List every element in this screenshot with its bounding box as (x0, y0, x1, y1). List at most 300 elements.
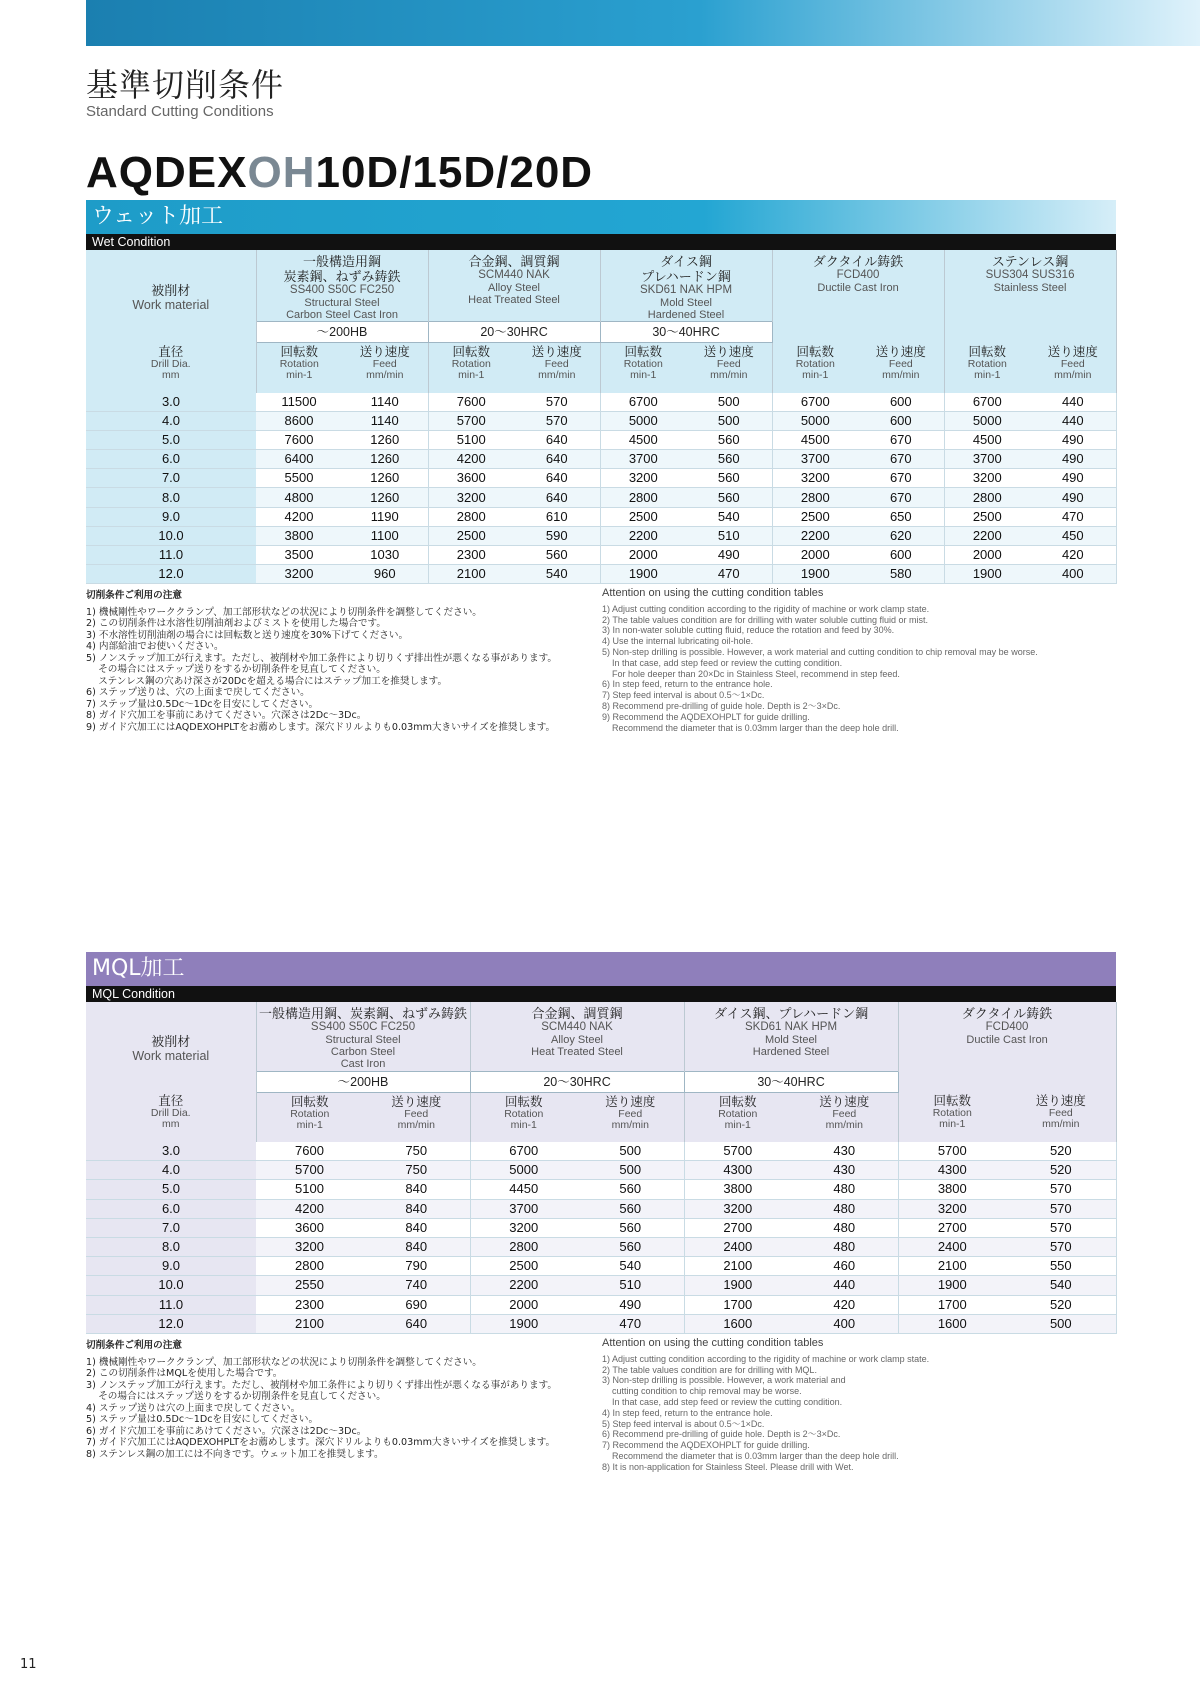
rotation-cell: 3200 (772, 469, 858, 488)
feed-cell: 960 (342, 565, 428, 584)
rotation-cell: 7600 (256, 430, 342, 449)
feed-cell: 1260 (342, 450, 428, 469)
feed-cell: 560 (686, 430, 772, 449)
rotation-cell: 2700 (684, 1218, 791, 1237)
material-code: SS400 S50C FC250 (310, 1021, 416, 1033)
rotation-cell: 5000 (600, 411, 686, 430)
feed-cell: 840 (363, 1180, 470, 1199)
feed-header (514, 343, 600, 393)
material-code: SKD61 NAK HPM (640, 284, 733, 296)
rotation-cell: 2300 (428, 546, 514, 565)
product-name-a: AQDEX (86, 148, 248, 197)
feed-cell: 1030 (342, 546, 428, 565)
feed-cell: 470 (686, 565, 772, 584)
note-line-en: In that case, add step feed or review the cutting condition. (602, 1396, 843, 1407)
rotation-cell: 4300 (898, 1161, 1006, 1180)
rotation-cell: 4450 (470, 1180, 577, 1199)
material-code: FCD400 (985, 1021, 1029, 1033)
note-line-jp: 1) 機械剛性やワーククランプ、加工部形状などの状況により切削条件を調整してください。 (86, 606, 482, 618)
feed-cell: 1260 (342, 430, 428, 449)
rotation-cell: 2800 (772, 488, 858, 507)
wet-notes-jp (86, 590, 606, 733)
work-material-en: Work material (132, 298, 210, 313)
note-line-jp: ステンレス鋼の穴あけ深さが20Dcを超える場合にはステップ加工を推奨します。 (86, 675, 448, 687)
rotation-cell: 1900 (684, 1276, 791, 1295)
feed-cell: 400 (791, 1314, 898, 1333)
rotation-cell: 3500 (256, 546, 342, 565)
notes-title-en: Attention on using the cutting condition tables (602, 1337, 824, 1349)
wet-notes-en (602, 588, 1122, 733)
rotation-cell: 3600 (256, 1218, 363, 1237)
feed-cell: 500 (577, 1161, 684, 1180)
note-line-jp: 5) ステップ量は0.5Dc～1Dcを目安にしてください。 (86, 1414, 319, 1425)
feed-unit: mm/min (1042, 1118, 1080, 1130)
table-row (86, 1257, 1116, 1276)
material-code: SCM440 NAK (478, 269, 550, 281)
feed-cell: 670 (858, 430, 944, 449)
rotation-cell: 2100 (898, 1257, 1006, 1276)
feed-cell: 510 (577, 1276, 684, 1295)
feed-cell: 610 (514, 507, 600, 526)
rotation-cell: 2400 (898, 1237, 1006, 1256)
feed-header (1030, 343, 1116, 393)
note-line-en: In that case, add step feed or review the cutting condition. (602, 657, 843, 668)
drill-dia-jp: 直径 (158, 344, 184, 359)
material-name-jp: ダクタイル鋳鉄 (961, 1006, 1053, 1021)
drill-dia-header (86, 1092, 256, 1142)
rotation-cell: 2500 (428, 526, 514, 545)
drill-dia-cell: 9.0 (86, 1257, 256, 1276)
note-line-jp: 3) ノンステップ加工が行えます。ただし、被削材や加工条件により切りくず排出性が悪くなる事があります。 (86, 1379, 557, 1391)
note-line-en: 8) It is non-application for Stainless Steel. Please drill with Wet. (602, 1461, 854, 1472)
product-name-highlight: OH (247, 148, 316, 197)
material-hardness: 30～40HRC (600, 322, 772, 343)
feed-cell: 570 (1006, 1218, 1116, 1237)
rotation-cell: 3600 (428, 469, 514, 488)
material-name-jp: 一般構造用鋼、炭素鋼、ねずみ鋳鉄 (259, 1006, 468, 1021)
note-line-en: 5) Non-step drilling is possible. However, a work material and cutting condition to chip removal may be worse. (602, 646, 1038, 657)
note-line-jp: 4) 内部給油でお使いください。 (86, 641, 224, 652)
rotation-cell: 1700 (898, 1295, 1006, 1314)
rotation-cell: 6400 (256, 450, 342, 469)
rotation-cell: 2100 (256, 1314, 363, 1333)
table-row (86, 1199, 1116, 1218)
drill-dia-cell: 10.0 (86, 526, 256, 545)
feed-cell: 400 (1030, 565, 1116, 584)
rotation-cell: 1900 (470, 1314, 577, 1333)
drill-dia-cell: 5.0 (86, 430, 256, 449)
rotation-cell: 5100 (428, 430, 514, 449)
note-line-en: 3) Non-step drilling is possible. However, a work material and (602, 1375, 846, 1386)
mql-section (86, 952, 1116, 1334)
note-line-en: 1) Adjust cutting condition according to the rigidity of machine or work clamp state. (602, 1353, 930, 1364)
work-material-label (86, 1002, 256, 1092)
feed-unit: mm/min (611, 1118, 649, 1131)
rotation-cell: 2700 (898, 1218, 1006, 1237)
rotation-cell: 4300 (684, 1161, 791, 1180)
feed-label-jp: 送り速度 (819, 1094, 870, 1109)
feed-cell: 440 (791, 1276, 898, 1295)
material-code: SKD61 NAK HPM (745, 1021, 838, 1033)
feed-cell: 740 (363, 1276, 470, 1295)
rotation-cell: 5000 (772, 411, 858, 430)
rot-label-jp: 回転数 (290, 1094, 329, 1109)
table-row (86, 411, 1116, 430)
note-line-en: 4) Use the internal lubricating oil-hole. (602, 636, 754, 647)
rotation-cell: 3200 (470, 1218, 577, 1237)
feed-label-en: Feed (1060, 357, 1085, 370)
feed-cell: 500 (577, 1142, 684, 1161)
note-line-en: 6) Recommend pre-drilling of guide hole. Depth is 2～3×Dc. (602, 1429, 841, 1440)
rot-label-jp: 回転数 (796, 344, 835, 359)
rotation-cell: 3700 (470, 1199, 577, 1218)
note-line-jp: 1) 機械剛性やワーククランプ、加工部形状などの状況により切削条件を調整してください。 (86, 1356, 482, 1368)
material-name-jp: 合金鋼、調質鋼 (531, 1006, 623, 1021)
feed-cell: 520 (1006, 1142, 1116, 1161)
feed-cell: 560 (577, 1218, 684, 1237)
feed-cell: 1190 (342, 507, 428, 526)
rot-label-en: Rotation (932, 1107, 972, 1119)
wet-section-subtitle: Wet Condition (86, 234, 1116, 250)
rotation-cell: 6700 (470, 1142, 577, 1161)
drill-dia-cell: 3.0 (86, 393, 256, 412)
note-line-en: 2) The table values condition are for drilling with MQL. (602, 1364, 817, 1375)
note-line-en: 5) Step feed interval is about 0.5～1×Dc. (602, 1418, 765, 1429)
table-row (86, 526, 1116, 545)
rot-label-jp: 回転数 (624, 345, 663, 359)
feed-cell: 430 (791, 1142, 898, 1161)
rotation-header (600, 343, 686, 393)
rotation-cell: 5500 (256, 469, 342, 488)
rotation-cell: 2550 (256, 1276, 363, 1295)
rotation-cell: 2800 (470, 1237, 577, 1256)
feed-cell: 550 (1006, 1257, 1116, 1276)
feed-cell: 650 (858, 507, 944, 526)
note-line-en: 3) In non-water soluble cutting fluid, reduce the rotation and feed by 30%. (602, 625, 895, 636)
rotation-cell: 3200 (944, 469, 1030, 488)
feed-cell: 1140 (342, 411, 428, 430)
rotation-cell: 3200 (256, 565, 342, 584)
page-title: 基準切削条件 (86, 66, 285, 104)
product-name (86, 148, 593, 198)
rotation-cell: 6700 (944, 393, 1030, 412)
material-hardness: ～200HB (256, 1071, 470, 1092)
drill-dia-cell: 12.0 (86, 1314, 256, 1333)
feed-cell: 560 (577, 1237, 684, 1256)
feed-cell: 570 (1006, 1180, 1116, 1199)
feed-cell: 480 (791, 1218, 898, 1237)
rotation-cell: 7600 (256, 1142, 363, 1161)
rotation-cell: 6700 (772, 393, 858, 412)
feed-header (342, 343, 428, 393)
material-name-jp: ダイス鋼 プレハードン鋼 (641, 254, 731, 284)
rot-unit: min-1 (510, 1118, 537, 1131)
material-header (428, 250, 600, 322)
feed-label-en: Feed (618, 1107, 643, 1120)
mql-notes-en (602, 1338, 1122, 1473)
rotation-cell: 2200 (470, 1276, 577, 1295)
feed-label-en: Feed (404, 1107, 429, 1120)
feed-cell: 1260 (342, 469, 428, 488)
rotation-cell: 7600 (428, 393, 514, 412)
drill-dia-cell: 4.0 (86, 411, 256, 430)
drill-dia-cell: 12.0 (86, 565, 256, 584)
rot-unit: min-1 (939, 1118, 966, 1130)
note-line-en: 7) Step feed interval is about 0.5～1×Dc. (602, 690, 765, 701)
feed-cell: 570 (1006, 1199, 1116, 1218)
feed-cell: 560 (577, 1199, 684, 1218)
feed-cell: 750 (363, 1161, 470, 1180)
material-name-en: Structural Steel Carbon Steel Cast Iron (325, 1034, 401, 1070)
drill-dia-cell: 9.0 (86, 507, 256, 526)
feed-label-jp: 送り速度 (531, 345, 582, 359)
rot-label-jp: 回転数 (933, 1094, 972, 1108)
rotation-cell: 3200 (600, 469, 686, 488)
material-code: SS400 S50C FC250 (289, 284, 395, 296)
material-name-jp: 一般構造用鋼 炭素鋼、ねずみ鋳鉄 (283, 254, 401, 284)
rotation-cell: 5000 (470, 1161, 577, 1180)
feed-cell: 670 (858, 488, 944, 507)
feed-cell: 570 (514, 393, 600, 412)
rotation-cell: 4800 (256, 488, 342, 507)
feed-cell: 560 (686, 488, 772, 507)
material-name-en: Mold Steel Hardened Steel (647, 297, 725, 321)
rot-unit: min-1 (802, 368, 829, 381)
material-name-jp: 合金鋼、調質鋼 (468, 254, 560, 269)
rotation-header (684, 1092, 791, 1142)
feed-cell: 470 (1030, 507, 1116, 526)
note-line-jp: 3) 不水溶性切削油剤の場合には回転数と送り速度を30%下げてください。 (86, 629, 409, 641)
feed-cell: 570 (1006, 1237, 1116, 1256)
feed-label-jp: 送り速度 (391, 1094, 442, 1109)
rot-unit: min-1 (458, 369, 485, 381)
feed-cell: 750 (363, 1142, 470, 1161)
material-hardness: 20～30HRC (428, 322, 600, 343)
feed-cell: 840 (363, 1218, 470, 1237)
feed-cell: 690 (363, 1295, 470, 1314)
material-hardness: 20～30HRC (470, 1071, 684, 1092)
material-name-en: Structural Steel Carbon Steel Cast Iron (286, 297, 398, 321)
drill-dia-unit: mm (162, 368, 180, 381)
rotation-cell: 2000 (470, 1295, 577, 1314)
material-name-en: Ductile Cast Iron (817, 282, 899, 294)
feed-cell: 620 (858, 526, 944, 545)
note-line-jp: 5) ノンステップ加工が行えます。ただし、被削材や加工条件により切りくず排出性が悪くなる事があります。 (86, 652, 557, 664)
feed-label-jp: 送り速度 (703, 345, 754, 359)
feed-cell: 500 (686, 393, 772, 412)
work-material-label (86, 250, 256, 343)
wet-section-title: ウェット加工 (86, 200, 1116, 234)
feed-unit: mm/min (538, 369, 576, 381)
feed-cell: 540 (1006, 1276, 1116, 1295)
rot-label-en: Rotation (290, 1107, 330, 1120)
feed-cell: 480 (791, 1199, 898, 1218)
table-row (86, 469, 1116, 488)
note-line-en: 2) The table values condition are for drilling with water soluble cutting fluid or mist. (602, 614, 928, 625)
note-line-en: 1) Adjust cutting condition according to the rigidity of machine or work clamp state. (602, 603, 930, 614)
feed-cell: 670 (858, 450, 944, 469)
table-row (86, 1180, 1116, 1199)
material-header (684, 1002, 898, 1071)
rotation-header (470, 1092, 577, 1142)
feed-cell: 430 (791, 1161, 898, 1180)
note-line-jp: 8) ガイド穴加工を事前にあけてください。穴深さは2Dc～3Dc。 (86, 710, 367, 721)
rotation-cell: 2500 (772, 507, 858, 526)
feed-cell: 420 (791, 1295, 898, 1314)
note-line-en: 8) Recommend pre-drilling of guide hole. Depth is 2～3×Dc. (602, 700, 841, 711)
rotation-cell: 2000 (772, 546, 858, 565)
top-banner (86, 0, 1200, 46)
work-material-en: Work material (132, 1049, 210, 1063)
rot-label-en: Rotation (623, 358, 663, 370)
rotation-header (428, 343, 514, 393)
feed-cell: 490 (1030, 488, 1116, 507)
rotation-cell: 4500 (772, 430, 858, 449)
rotation-cell: 2100 (684, 1257, 791, 1276)
table-row (86, 1161, 1116, 1180)
note-line-en: For hole deeper than 20×Dc in Stainless Steel, recommend in step feed. (602, 668, 900, 679)
feed-cell: 490 (1030, 469, 1116, 488)
rotation-cell: 2500 (600, 507, 686, 526)
feed-header (686, 343, 772, 393)
rotation-cell: 3800 (684, 1180, 791, 1199)
table-row (86, 488, 1116, 507)
mql-table (86, 1002, 1117, 1334)
rotation-cell: 3200 (684, 1199, 791, 1218)
drill-dia-cell: 11.0 (86, 1295, 256, 1314)
rotation-cell: 5700 (428, 411, 514, 430)
rotation-cell: 1700 (684, 1295, 791, 1314)
material-header (470, 1002, 684, 1071)
wet-section (86, 200, 1116, 584)
material-name-en: Alloy Steel Heat Treated Steel (468, 282, 560, 306)
drill-dia-cell: 7.0 (86, 469, 256, 488)
notes-title-jp: 切削条件ご利用の注意 (86, 590, 182, 601)
note-line-jp: 2) この切削条件は水溶性切削油剤およびミストを使用した場合です。 (86, 618, 386, 629)
feed-cell: 490 (1030, 450, 1116, 469)
rot-label-jp: 回転数 (452, 345, 491, 359)
rotation-cell: 3800 (898, 1180, 1006, 1199)
material-hardness: ～200HB (256, 322, 428, 343)
table-row (86, 507, 1116, 526)
material-name-en: Mold Steel Hardened Steel (752, 1034, 830, 1058)
feed-header (1006, 1092, 1116, 1142)
feed-cell: 510 (686, 526, 772, 545)
rotation-header (944, 343, 1030, 393)
rot-label-en: Rotation (451, 358, 491, 370)
rotation-cell: 3200 (428, 488, 514, 507)
rotation-cell: 4200 (256, 507, 342, 526)
rot-label-en: Rotation (795, 357, 835, 370)
feed-cell: 480 (791, 1180, 898, 1199)
drill-dia-cell: 3.0 (86, 1142, 256, 1161)
rotation-cell: 2800 (944, 488, 1030, 507)
rotation-cell: 1900 (944, 565, 1030, 584)
feed-cell: 440 (1030, 411, 1116, 430)
note-line-jp: 4) ステップ送りは穴の上面まで戻してください。 (86, 1402, 301, 1414)
drill-dia-header (86, 343, 256, 393)
feed-header (858, 343, 944, 393)
feed-cell: 640 (514, 450, 600, 469)
feed-cell: 490 (686, 546, 772, 565)
feed-unit: mm/min (366, 369, 404, 381)
feed-cell: 1140 (342, 393, 428, 412)
feed-cell: 460 (791, 1257, 898, 1276)
feed-cell: 490 (1030, 430, 1116, 449)
rot-label-en: Rotation (967, 357, 1007, 370)
rotation-cell: 2200 (600, 526, 686, 545)
rotation-cell: 2000 (944, 546, 1030, 565)
rot-label-jp: 回転数 (719, 1094, 757, 1109)
table-row (86, 1295, 1116, 1314)
page-number: 11 (20, 1657, 37, 1672)
feed-cell: 790 (363, 1257, 470, 1276)
rotation-cell: 2300 (256, 1295, 363, 1314)
rot-unit: min-1 (286, 369, 313, 381)
page-subtitle: Standard Cutting Conditions (86, 103, 274, 120)
feed-cell: 840 (363, 1237, 470, 1256)
feed-unit: mm/min (397, 1118, 435, 1131)
rotation-header (256, 1092, 363, 1142)
note-line-jp: 6) ガイド穴加工を事前にあけてください。穴深さは2Dc～3Dc。 (86, 1425, 367, 1437)
rotation-cell: 11500 (256, 393, 342, 412)
feed-cell: 580 (858, 565, 944, 584)
feed-cell: 600 (858, 393, 944, 412)
note-line-jp: 7) ガイド穴加工にはAQDEXOHPLTをお薦めします。深穴ドリルよりも0.03mm大きいサイズを推奨します。 (86, 1437, 556, 1448)
table-row (86, 450, 1116, 469)
table-row (86, 393, 1116, 412)
drill-dia-en: Drill Dia. (150, 357, 191, 370)
table-row (86, 546, 1116, 565)
feed-label-en: Feed (716, 358, 741, 370)
material-header (772, 250, 944, 343)
rotation-cell: 5000 (944, 411, 1030, 430)
note-line-en: Recommend the diameter that is 0.03mm larger than the deep hole drill. (602, 722, 899, 733)
feed-cell: 600 (858, 546, 944, 565)
feed-cell: 490 (577, 1295, 684, 1314)
rotation-cell: 2200 (772, 526, 858, 545)
rotation-cell: 2800 (256, 1257, 363, 1276)
notes-title-jp: 切削条件ご利用の注意 (86, 1340, 182, 1351)
material-name-en: Ductile Cast Iron (966, 1034, 1048, 1046)
feed-cell: 1260 (342, 488, 428, 507)
drill-dia-cell: 11.0 (86, 546, 256, 565)
material-header (600, 250, 772, 322)
feed-unit: mm/min (882, 368, 920, 381)
rot-unit: min-1 (296, 1118, 323, 1131)
table-row (86, 430, 1116, 449)
feed-unit: mm/min (1054, 368, 1092, 381)
rot-label-en: Rotation (279, 358, 319, 370)
feed-unit: mm/min (710, 369, 748, 381)
feed-label-en: Feed (372, 358, 397, 370)
rotation-cell: 5100 (256, 1180, 363, 1199)
feed-cell: 450 (1030, 526, 1116, 545)
note-line-en: 6) In step feed, return to the entrance hole. (602, 679, 773, 690)
feed-cell: 540 (577, 1257, 684, 1276)
note-line-en: 4) In step feed, return to the entrance hole. (602, 1407, 773, 1418)
rotation-cell: 1900 (772, 565, 858, 584)
rotation-cell: 4500 (944, 430, 1030, 449)
drill-dia-cell: 7.0 (86, 1218, 256, 1237)
rotation-cell: 1900 (600, 565, 686, 584)
rot-label-en: Rotation (504, 1107, 544, 1120)
feed-cell: 440 (1030, 393, 1116, 412)
feed-label-jp: 送り速度 (605, 1094, 656, 1109)
note-line-jp: 8) ステンレス鋼の加工には不向きです。ウェット加工を推奨します。 (86, 1448, 384, 1460)
table-row (86, 1142, 1116, 1161)
rotation-cell: 2400 (684, 1237, 791, 1256)
